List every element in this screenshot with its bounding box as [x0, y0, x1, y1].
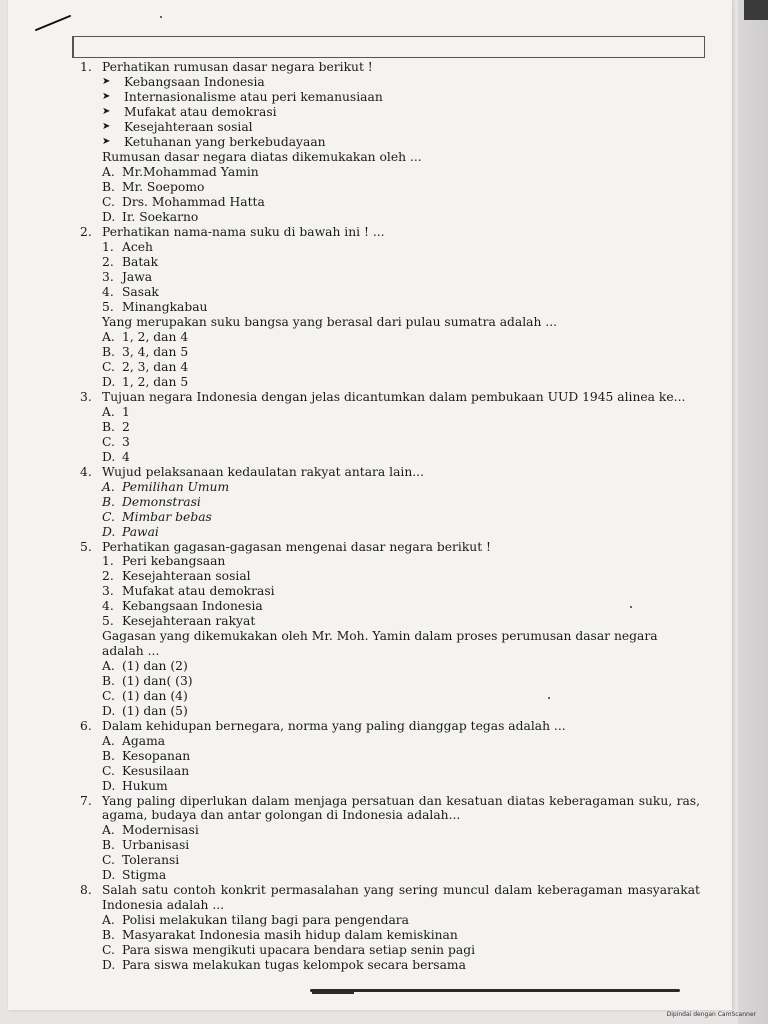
- item-number: 3.: [102, 269, 114, 284]
- option-c: [102, 510, 700, 525]
- question-number: 3.: [80, 389, 92, 404]
- list-item: [102, 90, 700, 105]
- question-text: Perhatikan gagasan-gagasan mengenai dasar negara berikut !: [102, 539, 491, 554]
- question-text: Tujuan negara Indonesia dengan jelas dicantumkan dalam pembukaan UUD 1945 alinea ke...: [102, 389, 686, 404]
- option-letter: A.: [102, 733, 115, 748]
- option-letter: A.: [102, 329, 115, 344]
- question-6: [80, 719, 700, 734]
- scanner-watermark: Dipindai dengan CamScanner: [666, 1011, 756, 1018]
- option-text: Mimbar bebas: [122, 509, 212, 524]
- arrow-bullet-icon: ➤: [102, 120, 111, 132]
- option-b: [102, 928, 700, 943]
- option-a: [102, 823, 700, 838]
- option-letter: A.: [102, 912, 115, 927]
- option-text: (1) dan (5): [122, 703, 188, 718]
- option-text: Pemilihan Umum: [122, 479, 230, 494]
- option-letter: D.: [102, 957, 116, 972]
- option-text: Kesusilaan: [122, 763, 190, 778]
- scan-edge: [738, 0, 768, 1024]
- item-number: 4.: [102, 284, 114, 299]
- item-number: 4.: [102, 599, 114, 614]
- option-text: Kesopanan: [122, 748, 191, 763]
- list-item: [102, 599, 700, 614]
- option-a: [102, 734, 700, 749]
- option-text: 1, 2, dan 4: [122, 329, 189, 344]
- item-number: 5.: [102, 614, 114, 629]
- option-text: Para siswa mengikuti upacara bendara setiap senin pagi: [122, 942, 476, 957]
- list-item: [102, 105, 700, 120]
- option-c: [102, 435, 700, 450]
- option-letter: B.: [102, 494, 115, 509]
- option-b: [102, 749, 700, 764]
- item-text: Mufakat atau demokrasi: [124, 104, 277, 119]
- arrow-bullet-icon: ➤: [102, 135, 111, 147]
- item-number: 1.: [102, 239, 114, 254]
- item-text: Peri kebangsaan: [122, 554, 226, 569]
- option-c: [102, 360, 700, 375]
- question-2: [80, 225, 700, 240]
- item-number: 3.: [102, 584, 114, 599]
- option-text: 3: [122, 434, 130, 449]
- question-number: 2.: [80, 224, 92, 239]
- option-letter: B.: [102, 838, 115, 853]
- option-b: [102, 180, 700, 195]
- item-text: Minangkabau: [122, 299, 208, 314]
- option-letter: D.: [102, 209, 116, 224]
- list-item: [102, 285, 700, 300]
- option-letter: C.: [102, 359, 115, 374]
- question-stem: Gagasan yang dikemukakan oleh Mr. Moh. Yamin dalam proses perumusan dasar negara adalah ...: [102, 629, 658, 658]
- option-letter: D.: [102, 778, 116, 793]
- list-item: [102, 255, 700, 270]
- question-7: [80, 794, 700, 823]
- header-box: [72, 36, 705, 58]
- question-1: [80, 60, 700, 75]
- question-3: [80, 390, 700, 405]
- option-b: [102, 838, 700, 853]
- option-c: [102, 943, 700, 958]
- option-text: Stigma: [122, 868, 167, 883]
- question-list: [80, 60, 700, 973]
- list-item: [102, 240, 700, 255]
- option-letter: A.: [102, 479, 115, 494]
- option-letter: B.: [102, 179, 115, 194]
- item-text: Sasak: [122, 284, 159, 299]
- option-text: Pawai: [122, 524, 159, 539]
- option-d: [102, 210, 700, 225]
- option-letter: C.: [102, 853, 115, 868]
- option-d: [102, 375, 700, 390]
- item-text: Kebangsaan Indonesia: [122, 599, 263, 614]
- list-item: [102, 270, 700, 285]
- question-text: Dalam kehidupan bernegara, norma yang paling dianggap tegas adalah ...: [102, 718, 566, 733]
- option-text: 1: [122, 404, 130, 419]
- item-text: Kebangsaan Indonesia: [124, 74, 265, 89]
- question-5: [80, 540, 700, 555]
- question-text: Perhatikan rumusan dasar negara berikut !: [102, 60, 373, 74]
- item-text: Batak: [122, 254, 159, 269]
- option-c: [102, 689, 700, 704]
- question-number: 8.: [80, 883, 92, 898]
- option-text: 2, 3, dan 4: [122, 359, 189, 374]
- option-a: [102, 405, 700, 420]
- arrow-bullet-icon: ➤: [102, 75, 111, 87]
- option-c: [102, 764, 700, 779]
- option-text: 4: [122, 449, 130, 464]
- option-b: [102, 495, 700, 510]
- item-text: Mufakat atau demokrasi: [122, 584, 275, 599]
- option-letter: B.: [102, 748, 115, 763]
- question-4: [80, 465, 700, 480]
- option-text: Ir. Soekarno: [122, 209, 199, 224]
- item-text: Kesejahteraan rakyat: [122, 614, 256, 629]
- option-text: Toleransi: [122, 853, 180, 868]
- option-a: [102, 913, 700, 928]
- option-letter: C.: [102, 194, 115, 209]
- option-d: [102, 450, 700, 465]
- list-item: [102, 135, 700, 150]
- option-text: (1) dan (2): [122, 658, 188, 673]
- list-item: [102, 300, 700, 315]
- option-d: [102, 525, 700, 540]
- arrow-bullet-icon: ➤: [102, 90, 111, 102]
- item-text: Kesejahteraan sosial: [122, 569, 251, 584]
- item-text: Kesejahteraan sosial: [124, 119, 253, 134]
- option-d: [102, 958, 700, 973]
- item-text: Jawa: [122, 269, 153, 284]
- option-d: [102, 868, 700, 883]
- option-a: [102, 165, 700, 180]
- list-item: [102, 554, 700, 569]
- arrow-bullet-icon: ➤: [102, 105, 111, 117]
- option-letter: C.: [102, 434, 115, 449]
- question-number: 7.: [80, 793, 92, 808]
- list-item: [102, 569, 700, 584]
- option-letter: B.: [102, 344, 115, 359]
- option-text: Polisi melakukan tilang bagi para pengendara: [122, 912, 410, 927]
- item-number: 1.: [102, 554, 114, 569]
- item-text: Ketuhanan yang berkebudayaan: [124, 134, 326, 149]
- option-letter: C.: [102, 942, 115, 957]
- option-d: [102, 779, 700, 794]
- option-text: 2: [122, 419, 130, 434]
- question-number: 5.: [80, 539, 92, 554]
- option-text: Hukum: [122, 778, 168, 793]
- option-letter: D.: [102, 703, 116, 718]
- item-number: 2.: [102, 569, 114, 584]
- option-c: [102, 195, 700, 210]
- question-text: Perhatikan nama-nama suku di bawah ini ! ...: [102, 224, 385, 239]
- option-text: Agama: [122, 733, 166, 748]
- option-text: Drs. Mohammad Hatta: [122, 194, 265, 209]
- list-item: [102, 75, 700, 90]
- option-text: (1) dan (4): [122, 688, 188, 703]
- option-text: Masyarakat Indonesia masih hidup dalam kemiskinan: [122, 927, 458, 942]
- item-text: Internasionalisme atau peri kemanusiaan: [124, 89, 383, 104]
- question-stem: Yang merupakan suku bangsa yang berasal dari pulau sumatra adalah ...: [102, 314, 558, 329]
- question-number: 1.: [80, 60, 92, 74]
- option-letter: A.: [102, 658, 115, 673]
- option-text: Urbanisasi: [122, 838, 190, 853]
- list-item: [102, 120, 700, 135]
- question-text: Yang paling diperlukan dalam menjaga persatuan dan kesatuan diatas keberagaman suku, ras, agama, budaya dan antar golongan di Indonesia adalah...: [102, 793, 700, 823]
- option-letter: D.: [102, 868, 116, 883]
- item-text: Aceh: [122, 239, 153, 254]
- item-number: 5.: [102, 299, 114, 314]
- option-a: [102, 330, 700, 345]
- option-text: Mr.Mohammad Yamin: [122, 164, 259, 179]
- option-c: [102, 853, 700, 868]
- option-text: Mr. Soepomo: [122, 179, 205, 194]
- question-number: 4.: [80, 464, 92, 479]
- question-text: Wujud pelaksanaan kedaulatan rakyat antara lain...: [102, 464, 424, 479]
- option-d: [102, 704, 700, 719]
- option-letter: A.: [102, 823, 115, 838]
- option-text: Para siswa melakukan tugas kelompok secara bersama: [122, 957, 466, 972]
- option-a: [102, 659, 700, 674]
- option-letter: D.: [102, 524, 116, 539]
- question-text: Salah satu contoh konkrit permasalahan yang sering muncul dalam keberagaman masyarakat Indonesia adalah ...: [102, 883, 700, 912]
- option-letter: B.: [102, 927, 115, 942]
- option-text: Demonstrasi: [122, 494, 201, 509]
- option-letter: A.: [102, 164, 115, 179]
- option-text: (1) dan( (3): [122, 673, 193, 688]
- option-b: [102, 420, 700, 435]
- option-b: [102, 674, 700, 689]
- option-letter: B.: [102, 419, 115, 434]
- item-number: 2.: [102, 254, 114, 269]
- list-item: [102, 614, 700, 629]
- question-8: [80, 883, 700, 912]
- option-text: 3, 4, dan 5: [122, 344, 189, 359]
- option-letter: D.: [102, 374, 116, 389]
- pen-mark: [34, 12, 74, 34]
- option-letter: B.: [102, 673, 115, 688]
- footer-rule-accent: [312, 992, 354, 994]
- option-b: [102, 345, 700, 360]
- option-letter: D.: [102, 449, 116, 464]
- option-text: 1, 2, dan 5: [122, 374, 189, 389]
- option-letter: C.: [102, 509, 115, 524]
- option-letter: A.: [102, 404, 115, 419]
- scan-corner: [744, 0, 768, 20]
- question-number: 6.: [80, 718, 92, 733]
- question-stem: Rumusan dasar negara diatas dikemukakan oleh ...: [102, 149, 422, 164]
- list-item: [102, 584, 700, 599]
- footer-rule: [310, 989, 680, 992]
- option-a: [102, 480, 700, 495]
- option-letter: C.: [102, 688, 115, 703]
- option-text: Modernisasi: [122, 823, 199, 838]
- option-letter: C.: [102, 763, 115, 778]
- speck: [160, 16, 162, 18]
